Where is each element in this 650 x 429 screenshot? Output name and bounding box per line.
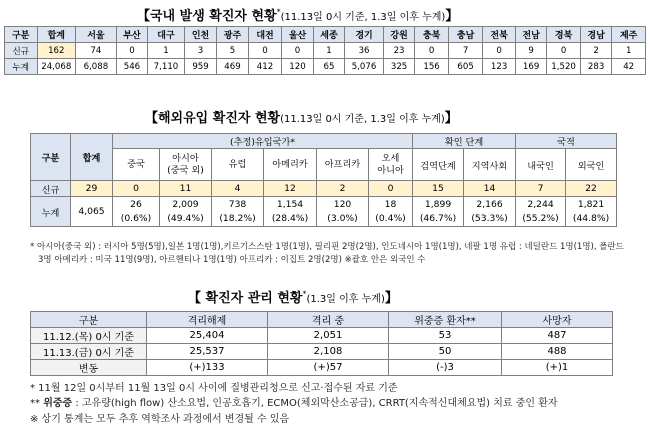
overseas-new-cell: 4 [212, 181, 264, 197]
overseas-cum-cell: 1,154 [264, 197, 317, 212]
domestic-value-cell: 23 [383, 43, 414, 59]
overseas-title-close: 】 [444, 111, 458, 126]
domestic-value-cell: 1 [148, 43, 185, 59]
overseas-new-cell: 29 [71, 181, 113, 197]
domestic-value-cell: 3 [184, 43, 217, 59]
overseas-cum-cell: 1,899 [413, 197, 464, 212]
overseas-cum-total: 4,065 [71, 197, 113, 227]
overseas-title-sub: (11.13일 0시 기준, 1.3일 이후 누계) [280, 114, 445, 125]
management-value-cell: 487 [502, 328, 613, 344]
overseas-new-cell: 22 [566, 181, 617, 197]
domestic-value-cell: 2 [580, 43, 611, 59]
domestic-value-cell: 0 [248, 43, 282, 59]
overseas-h-confirm-group: 확인 단계 [413, 134, 516, 149]
domestic-title-close: 】 [445, 9, 459, 24]
overseas-cum-row [31, 197, 617, 212]
domestic-value-cell: 74 [76, 43, 117, 59]
domestic-header-cell: 경기 [345, 27, 384, 43]
domestic-header-cell: 서울 [76, 27, 117, 43]
domestic-header-cell: 전남 [515, 27, 546, 43]
management-table [30, 311, 613, 376]
management-header-row [31, 312, 613, 328]
overseas-pct-cell: (0.6%) [113, 212, 160, 227]
domestic-value-cell: 162 [37, 43, 76, 59]
overseas-pct-cell: (55.2%) [516, 212, 566, 227]
domestic-value-cell: 1 [313, 43, 344, 59]
overseas-region-header: 아프리카 [317, 149, 369, 181]
overseas-new-cell: 0 [369, 181, 413, 197]
overseas-new-cell: 15 [413, 181, 464, 197]
domestic-value-cell: 156 [415, 59, 449, 75]
management-value-cell: 2,051 [268, 328, 389, 344]
domestic-value-cell: 120 [282, 59, 313, 75]
overseas-pct-cell: (0.4%) [369, 212, 413, 227]
overseas-region-header: 아시아 (중국 외) [160, 149, 212, 181]
domestic-header-cell: 구분 [5, 27, 38, 43]
domestic-value-cell: 6,088 [76, 59, 117, 75]
domestic-title-star: * [276, 7, 281, 17]
management-title [188, 287, 398, 306]
domestic-value-cell: 169 [515, 59, 546, 75]
overseas-new-label: 신규 [31, 181, 71, 197]
overseas-h-total: 합계 [71, 134, 113, 181]
overseas-region-header: 오세 아니아 [369, 149, 413, 181]
domestic-header-row [5, 27, 646, 43]
domestic-header-cell: 제주 [612, 27, 646, 43]
domestic-value-cell: 0 [116, 43, 147, 59]
management-value-cell: 488 [502, 344, 613, 360]
management-value-cell: (+)133 [147, 360, 268, 376]
domestic-value-cell: 1 [612, 43, 646, 59]
domestic-row-label: 누계 [5, 59, 38, 75]
domestic-header-cell: 세종 [313, 27, 344, 43]
overseas-h-category: 구분 [31, 134, 71, 181]
management-row-1112 [31, 328, 613, 344]
domestic-value-cell: 0 [415, 43, 449, 59]
overseas-title [145, 107, 458, 126]
overseas-cum-cell: 2,009 [160, 197, 212, 212]
overseas-cum-cell: 2,166 [464, 197, 516, 212]
management-value-cell: 2,108 [268, 344, 389, 360]
management-note-1: * 11월 12일 0시부터 11월 13일 0시 사이에 질병관리청으로 신고·접수된 자료 기준 [30, 383, 398, 394]
domestic-value-cell: 5 [217, 43, 248, 59]
domestic-value-cell: 7,110 [148, 59, 185, 75]
overseas-nationality-header: 내국인 [516, 149, 566, 181]
management-value-cell: (+)1 [502, 360, 613, 376]
overseas-new-row [31, 181, 617, 197]
management-note-2 [30, 394, 558, 409]
overseas-pct-cell: (53.3%) [464, 212, 516, 227]
management-row-1113 [31, 344, 613, 360]
management-value-cell: 25,404 [147, 328, 268, 344]
management-title-main: 【 확진자 관리 현황 [188, 291, 303, 306]
overseas-cum-cell: 2,244 [516, 197, 566, 212]
domestic-value-cell: 0 [282, 43, 313, 59]
domestic-value-cell: 412 [248, 59, 282, 75]
overseas-pct-cell: (49.4%) [160, 212, 212, 227]
overseas-confirm-header: 검역단계 [413, 149, 464, 181]
domestic-header-cell: 대구 [148, 27, 185, 43]
domestic-header-cell: 강원 [383, 27, 414, 43]
domestic-header-cell: 경북 [547, 27, 581, 43]
domestic-header-cell: 충북 [415, 27, 449, 43]
domestic-header-cell: 인천 [184, 27, 217, 43]
overseas-pct-cell: (3.0%) [317, 212, 369, 227]
domestic-value-cell: 24,068 [37, 59, 76, 75]
domestic-header-cell: 대전 [248, 27, 282, 43]
domestic-value-cell: 959 [184, 59, 217, 75]
management-row-label: 변동 [31, 360, 147, 376]
domestic-value-cell: 42 [612, 59, 646, 75]
overseas-pct-cell: (44.8%) [566, 212, 617, 227]
domestic-value-cell: 7 [448, 43, 483, 59]
management-title-close: 】 [384, 291, 398, 306]
overseas-region-header: 유럽 [212, 149, 264, 181]
management-header-cell: 사망자 [502, 312, 613, 328]
overseas-note-1: * 아시아(중국 외) : 러시아 5명(5명),일본 1명(1명),키르기스스탄 1명(1명), 필리핀 2명(2명), 인도네시아 1명(1명), 네팔 1명 유럽 : 네덜란드 1명(1명), 폴란드 [30, 242, 624, 252]
overseas-subheader-row [31, 149, 617, 181]
domestic-title [137, 5, 458, 24]
management-row-label: 11.13.(금) 0시 기준 [31, 344, 147, 360]
overseas-region-header: 아메리카 [264, 149, 317, 181]
management-note-2-bold: 위중증 [43, 398, 73, 409]
domestic-value-cell: 123 [483, 59, 516, 75]
overseas-h-region-group: (추정)유입국가* [113, 134, 413, 149]
domestic-title-main: 【국내 발생 확진자 현황 [137, 9, 277, 24]
domestic-header-cell: 합계 [37, 27, 76, 43]
overseas-new-cell: 14 [464, 181, 516, 197]
management-value-cell: 53 [389, 328, 502, 344]
overseas-new-cell: 2 [317, 181, 369, 197]
management-title-sub: (1.3일 이후 누계) [306, 294, 385, 305]
overseas-cum-cell: 1,821 [566, 197, 617, 212]
overseas-confirm-header: 지역사회 [464, 149, 516, 181]
overseas-pct-row [31, 212, 617, 227]
domestic-value-cell: 1,520 [547, 59, 581, 75]
domestic-value-cell: 469 [217, 59, 248, 75]
management-row-change [31, 360, 613, 376]
domestic-value-cell: 605 [448, 59, 483, 75]
overseas-cum-cell: 18 [369, 197, 413, 212]
domestic-table [4, 26, 646, 75]
management-value-cell: (+)57 [268, 360, 389, 376]
domestic-header-cell: 충남 [448, 27, 483, 43]
management-title-star: * [302, 289, 307, 299]
management-row-label: 11.12.(목) 0시 기준 [31, 328, 147, 344]
overseas-new-cell: 0 [113, 181, 160, 197]
overseas-region-header: 중국 [113, 149, 160, 181]
overseas-cum-label: 누계 [31, 197, 71, 227]
domestic-value-cell: 283 [580, 59, 611, 75]
domestic-value-cell: 0 [483, 43, 516, 59]
overseas-new-cell: 7 [516, 181, 566, 197]
overseas-cum-cell: 26 [113, 197, 160, 212]
domestic-value-cell: 325 [383, 59, 414, 75]
domestic-value-cell: 0 [547, 43, 581, 59]
domestic-row-label: 신규 [5, 43, 38, 59]
management-value-cell: 50 [389, 344, 502, 360]
overseas-new-cell: 12 [264, 181, 317, 197]
overseas-pct-cell: (46.7%) [413, 212, 464, 227]
overseas-new-cell: 11 [160, 181, 212, 197]
domestic-value-cell: 5,076 [345, 59, 384, 75]
overseas-h-nationality-group: 국적 [516, 134, 617, 149]
management-value-cell: 25,537 [147, 344, 268, 360]
management-header-cell: 구분 [31, 312, 147, 328]
overseas-cum-cell: 738 [212, 197, 264, 212]
management-note-2-prefix: ** [30, 398, 44, 409]
domestic-cum-row [5, 59, 646, 75]
domestic-value-cell: 65 [313, 59, 344, 75]
domestic-header-cell: 전북 [483, 27, 516, 43]
management-note-3: ※ 상기 통계는 모두 추후 역학조사 과정에서 변경될 수 있음 [30, 414, 290, 425]
overseas-nationality-header: 외국인 [566, 149, 617, 181]
overseas-pct-cell: (28.4%) [264, 212, 317, 227]
overseas-title-main: 【해외유입 확진자 현황 [145, 111, 281, 126]
domestic-header-cell: 울산 [282, 27, 313, 43]
domestic-title-sub: (11.13일 0시 기준, 1.3일 이후 누계) [280, 12, 446, 23]
domestic-value-cell: 36 [345, 43, 384, 59]
domestic-value-cell: 9 [515, 43, 546, 59]
domestic-header-cell: 광주 [217, 27, 248, 43]
overseas-pct-cell: (18.2%) [212, 212, 264, 227]
domestic-header-cell: 경남 [580, 27, 611, 43]
overseas-cum-cell: 120 [317, 197, 369, 212]
domestic-value-cell: 546 [116, 59, 147, 75]
management-header-cell: 격리해제 [147, 312, 268, 328]
overseas-table [30, 133, 617, 227]
domestic-header-cell: 부산 [116, 27, 147, 43]
management-value-cell: (-)3 [389, 360, 502, 376]
domestic-new-row [5, 43, 646, 59]
management-note-2-rest: : 고유량(high flow) 산소요법, 인공호흡기, ECMO(체외막산소공급), CRRT(지속적신대체요법) 치료 중인 환자 [72, 398, 558, 409]
overseas-note-2: 3명 아메리카 : 미국 11명(9명), 아르헨티나 1명(1명) 아프리카 : 이집트 2명(2명) ※괄호 안은 외국인 수 [38, 255, 426, 265]
management-header-cell: 격리 중 [268, 312, 389, 328]
management-header-cell: 위중증 환자** [389, 312, 502, 328]
